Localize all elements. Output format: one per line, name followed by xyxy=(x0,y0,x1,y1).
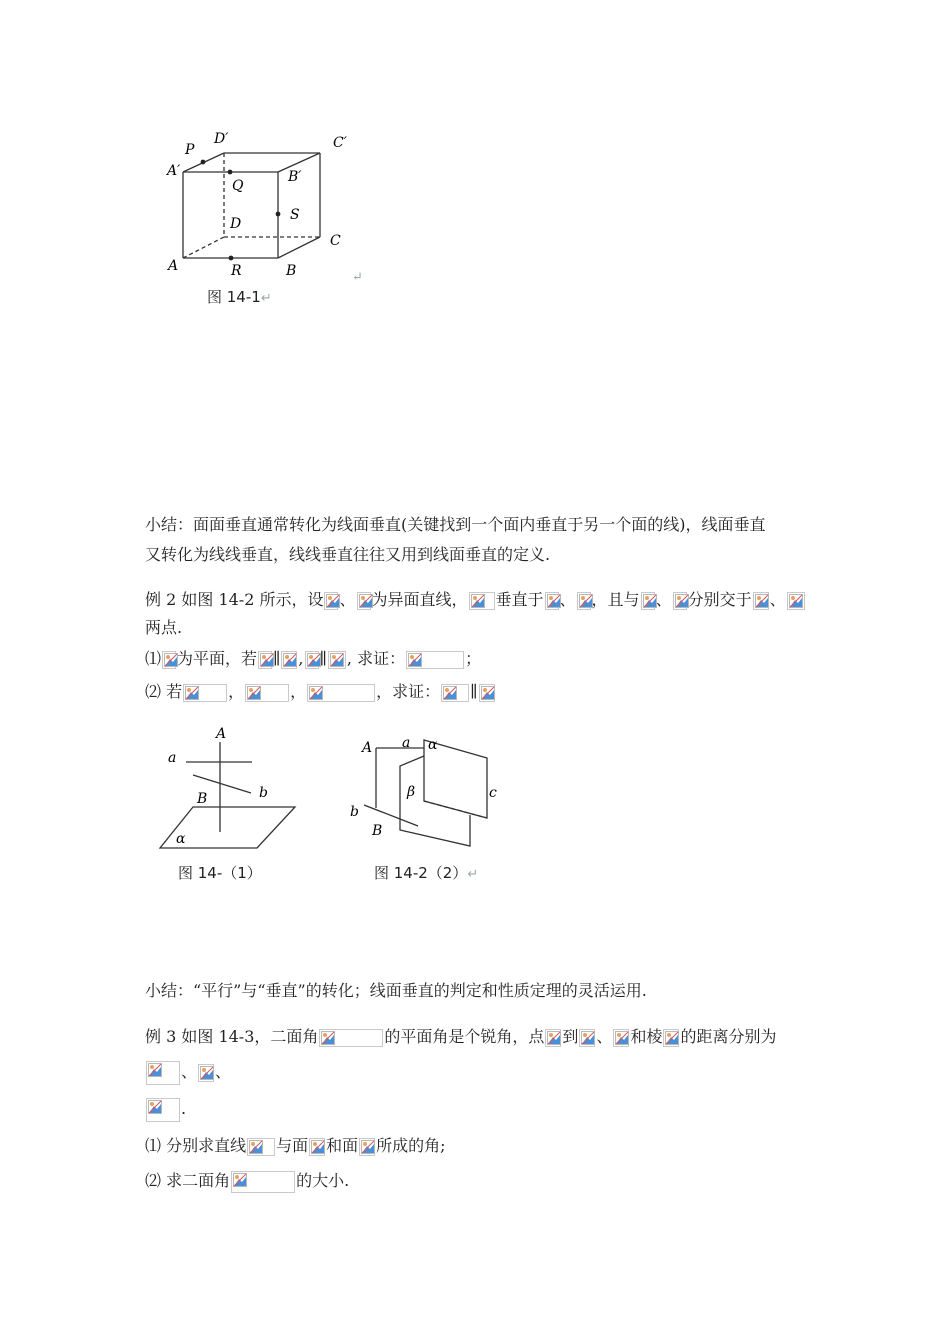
example-3-question-1: ⑴ 分别求直线 与面 和面 所成的角; xyxy=(145,1136,446,1155)
label-B: B xyxy=(372,823,383,839)
label-C: C xyxy=(330,233,341,249)
broken-image-icon xyxy=(613,1029,629,1047)
figure-14-2-1 xyxy=(150,720,310,855)
summary-1-line-2: 又转化为线线垂直，线线垂直往往又用到线面垂直的定义. xyxy=(145,545,551,564)
label-A: A xyxy=(168,258,179,274)
figure-14-1 xyxy=(160,125,380,310)
broken-image-icon xyxy=(183,684,227,702)
broken-image-icon xyxy=(579,1029,595,1047)
example-3-question-2: ⑵ 求二面角 的大小. xyxy=(145,1166,349,1196)
label-A: A xyxy=(362,740,373,756)
example-2-line-2: 两点. xyxy=(145,618,183,637)
label-R: R xyxy=(231,263,242,279)
figure-14-2-1-caption: 图 14-（1） xyxy=(178,864,262,882)
broken-image-icon xyxy=(162,651,176,669)
label-A: A xyxy=(216,726,227,742)
broken-image-icon xyxy=(281,651,297,669)
broken-image-icon xyxy=(469,592,495,610)
summary-1-line-1: 小结：面面垂直通常转化为线面垂直(关键找到一个面内垂直于另一个面的线)，线面垂直 xyxy=(145,515,766,534)
broken-image-icon xyxy=(324,592,338,610)
broken-image-icon xyxy=(641,592,655,610)
figure-14-2-2-caption: 图 14-2（2）↵ xyxy=(374,864,479,882)
broken-image-icon xyxy=(231,1171,295,1193)
broken-image-icon xyxy=(258,651,272,669)
broken-image-icon xyxy=(198,1064,214,1082)
example-2-part-1: ⑴ 为平面，若 ∥ , ∥ , 求证： ； xyxy=(145,649,482,668)
example-2-part-2: ⑵ 若 ， ， ，求证： ∥ xyxy=(145,677,496,707)
broken-image-icon xyxy=(146,1061,180,1085)
label-a: a xyxy=(168,750,177,766)
broken-image-icon xyxy=(441,684,469,702)
label-beta: β xyxy=(407,784,416,800)
broken-image-icon xyxy=(359,1138,375,1156)
broken-image-icon xyxy=(247,1138,275,1156)
broken-image-icon xyxy=(328,651,346,669)
broken-image-icon xyxy=(673,592,687,610)
label-C-prime: C′ xyxy=(333,135,347,151)
broken-image-icon xyxy=(245,684,289,702)
broken-image-icon xyxy=(545,592,559,610)
paragraph-mark: ↵ xyxy=(352,270,363,285)
broken-image-icon xyxy=(787,592,805,610)
label-D-prime: D′ xyxy=(214,131,229,147)
broken-image-icon xyxy=(406,651,464,669)
label-D: D xyxy=(230,216,242,232)
label-S: S xyxy=(290,207,300,223)
label-Q: Q xyxy=(232,178,244,194)
label-P: P xyxy=(185,142,195,158)
label-A-prime: A′ xyxy=(167,163,181,179)
example-3-line-1: 例 3 如图 14-3，二面角 的平面角是个锐角，点 到 、 和棱 的距离分别为 xyxy=(145,1027,777,1046)
figure-14-1-caption: 图 14-1↵ xyxy=(207,288,272,306)
example-3-line-2: 、 、 xyxy=(145,1057,231,1087)
broken-image-icon xyxy=(545,1029,561,1047)
label-c: c xyxy=(489,785,497,801)
figure-14-2-2 xyxy=(345,728,505,848)
label-b: b xyxy=(350,804,359,820)
example-3-line-3: . xyxy=(145,1094,186,1124)
label-alpha: α xyxy=(428,737,438,753)
broken-image-icon xyxy=(319,1029,383,1047)
broken-image-icon xyxy=(305,651,319,669)
broken-image-icon xyxy=(479,684,495,702)
label-B-prime: B′ xyxy=(288,169,302,185)
broken-image-icon xyxy=(577,592,591,610)
broken-image-icon xyxy=(307,684,375,702)
label-B: B xyxy=(197,791,208,807)
label-b: b xyxy=(259,785,268,801)
broken-image-icon xyxy=(309,1138,325,1156)
label-B: B xyxy=(286,263,297,279)
label-alpha: α xyxy=(176,831,186,847)
broken-image-icon xyxy=(753,592,769,610)
broken-image-icon xyxy=(663,1029,679,1047)
label-a: a xyxy=(402,735,411,751)
broken-image-icon xyxy=(146,1098,180,1122)
example-2-line-1: 例 2 如图 14-2 所示，设 、 为异面直线， 垂直于 、 ，且与 、 分别交于 、 xyxy=(145,585,806,615)
broken-image-icon xyxy=(357,592,371,610)
summary-2: 小结：“平行”与“垂直”的转化；线面垂直的判定和性质定理的灵活运用. xyxy=(145,981,647,1000)
